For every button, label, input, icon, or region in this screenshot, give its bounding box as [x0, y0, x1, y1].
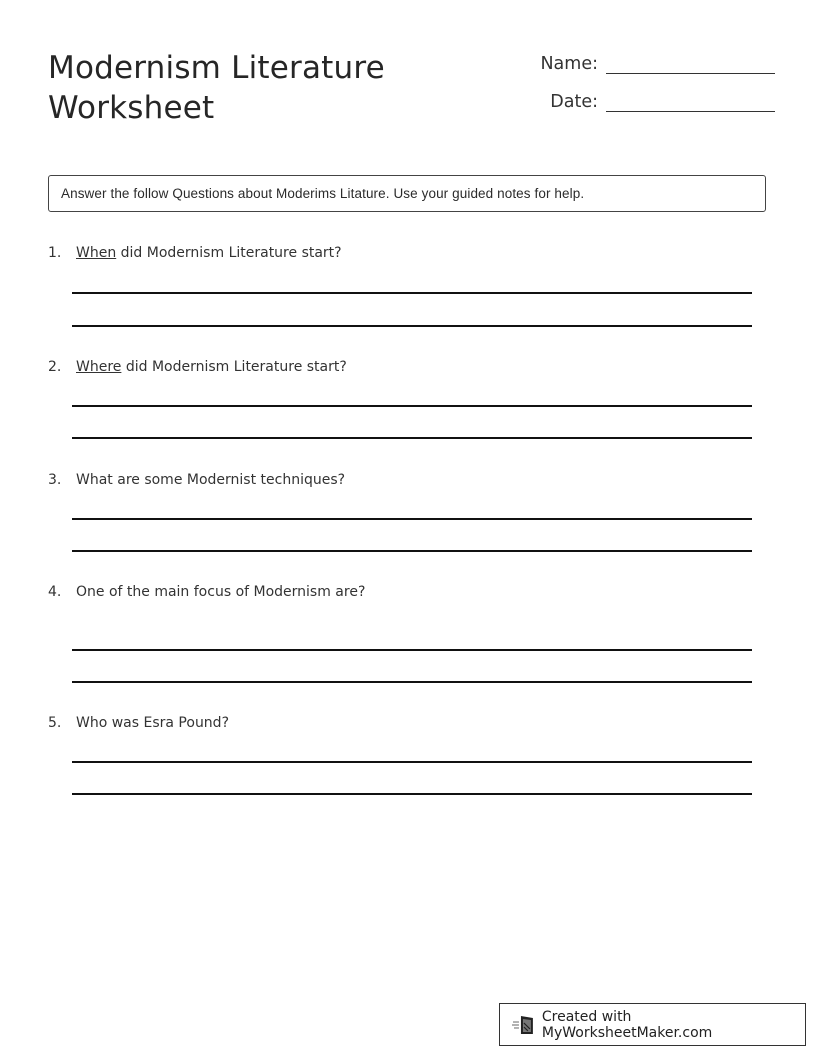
question-number: 1. — [48, 245, 62, 261]
page-title — [48, 48, 385, 128]
question-keyword: When — [76, 245, 117, 261]
answer-line-4b[interactable] — [72, 681, 752, 683]
answer-line-3b[interactable] — [72, 550, 752, 552]
title-line-1: Modernism Literature — [48, 50, 385, 86]
question-text: did Modernism Literature start? — [121, 359, 347, 375]
title-line-2: Worksheet — [48, 90, 215, 126]
answer-line-3a[interactable] — [72, 518, 752, 520]
question-3 — [48, 471, 345, 489]
name-field — [508, 54, 775, 74]
date-field — [508, 92, 775, 112]
question-4 — [48, 583, 365, 601]
question-number: 2. — [48, 359, 62, 375]
date-input-line[interactable] — [606, 95, 775, 112]
question-number: 5. — [48, 715, 62, 731]
name-label: Name: — [540, 54, 598, 74]
answer-line-2a[interactable] — [72, 405, 752, 407]
question-number: 3. — [48, 472, 62, 488]
footer-credit-text: Created with MyWorksheetMaker.com — [541, 1008, 713, 1041]
footer-credit-badge[interactable] — [499, 1003, 806, 1046]
question-text: did Modernism Literature start? — [116, 245, 342, 261]
worksheet-maker-logo-icon — [512, 1014, 536, 1036]
question-5 — [48, 714, 229, 732]
answer-line-1b[interactable] — [72, 325, 752, 327]
answer-line-4a[interactable] — [72, 649, 752, 651]
question-text: One of the main focus of Modernism are? — [76, 584, 366, 600]
question-text: Who was Esra Pound? — [76, 715, 230, 731]
name-input-line[interactable] — [606, 57, 775, 74]
date-label: Date: — [550, 92, 598, 112]
answer-line-1a[interactable] — [72, 292, 752, 294]
answer-line-2b[interactable] — [72, 437, 752, 439]
question-1 — [48, 244, 342, 262]
question-number: 4. — [48, 584, 62, 600]
question-keyword: Where — [76, 359, 122, 375]
answer-line-5b[interactable] — [72, 793, 752, 795]
question-text: What are some Modernist techniques? — [76, 472, 346, 488]
instructions-box: Answer the follow Questions about Moderims Litature. Use your guided notes for help. — [48, 175, 766, 212]
question-2 — [48, 358, 347, 376]
answer-line-5a[interactable] — [72, 761, 752, 763]
